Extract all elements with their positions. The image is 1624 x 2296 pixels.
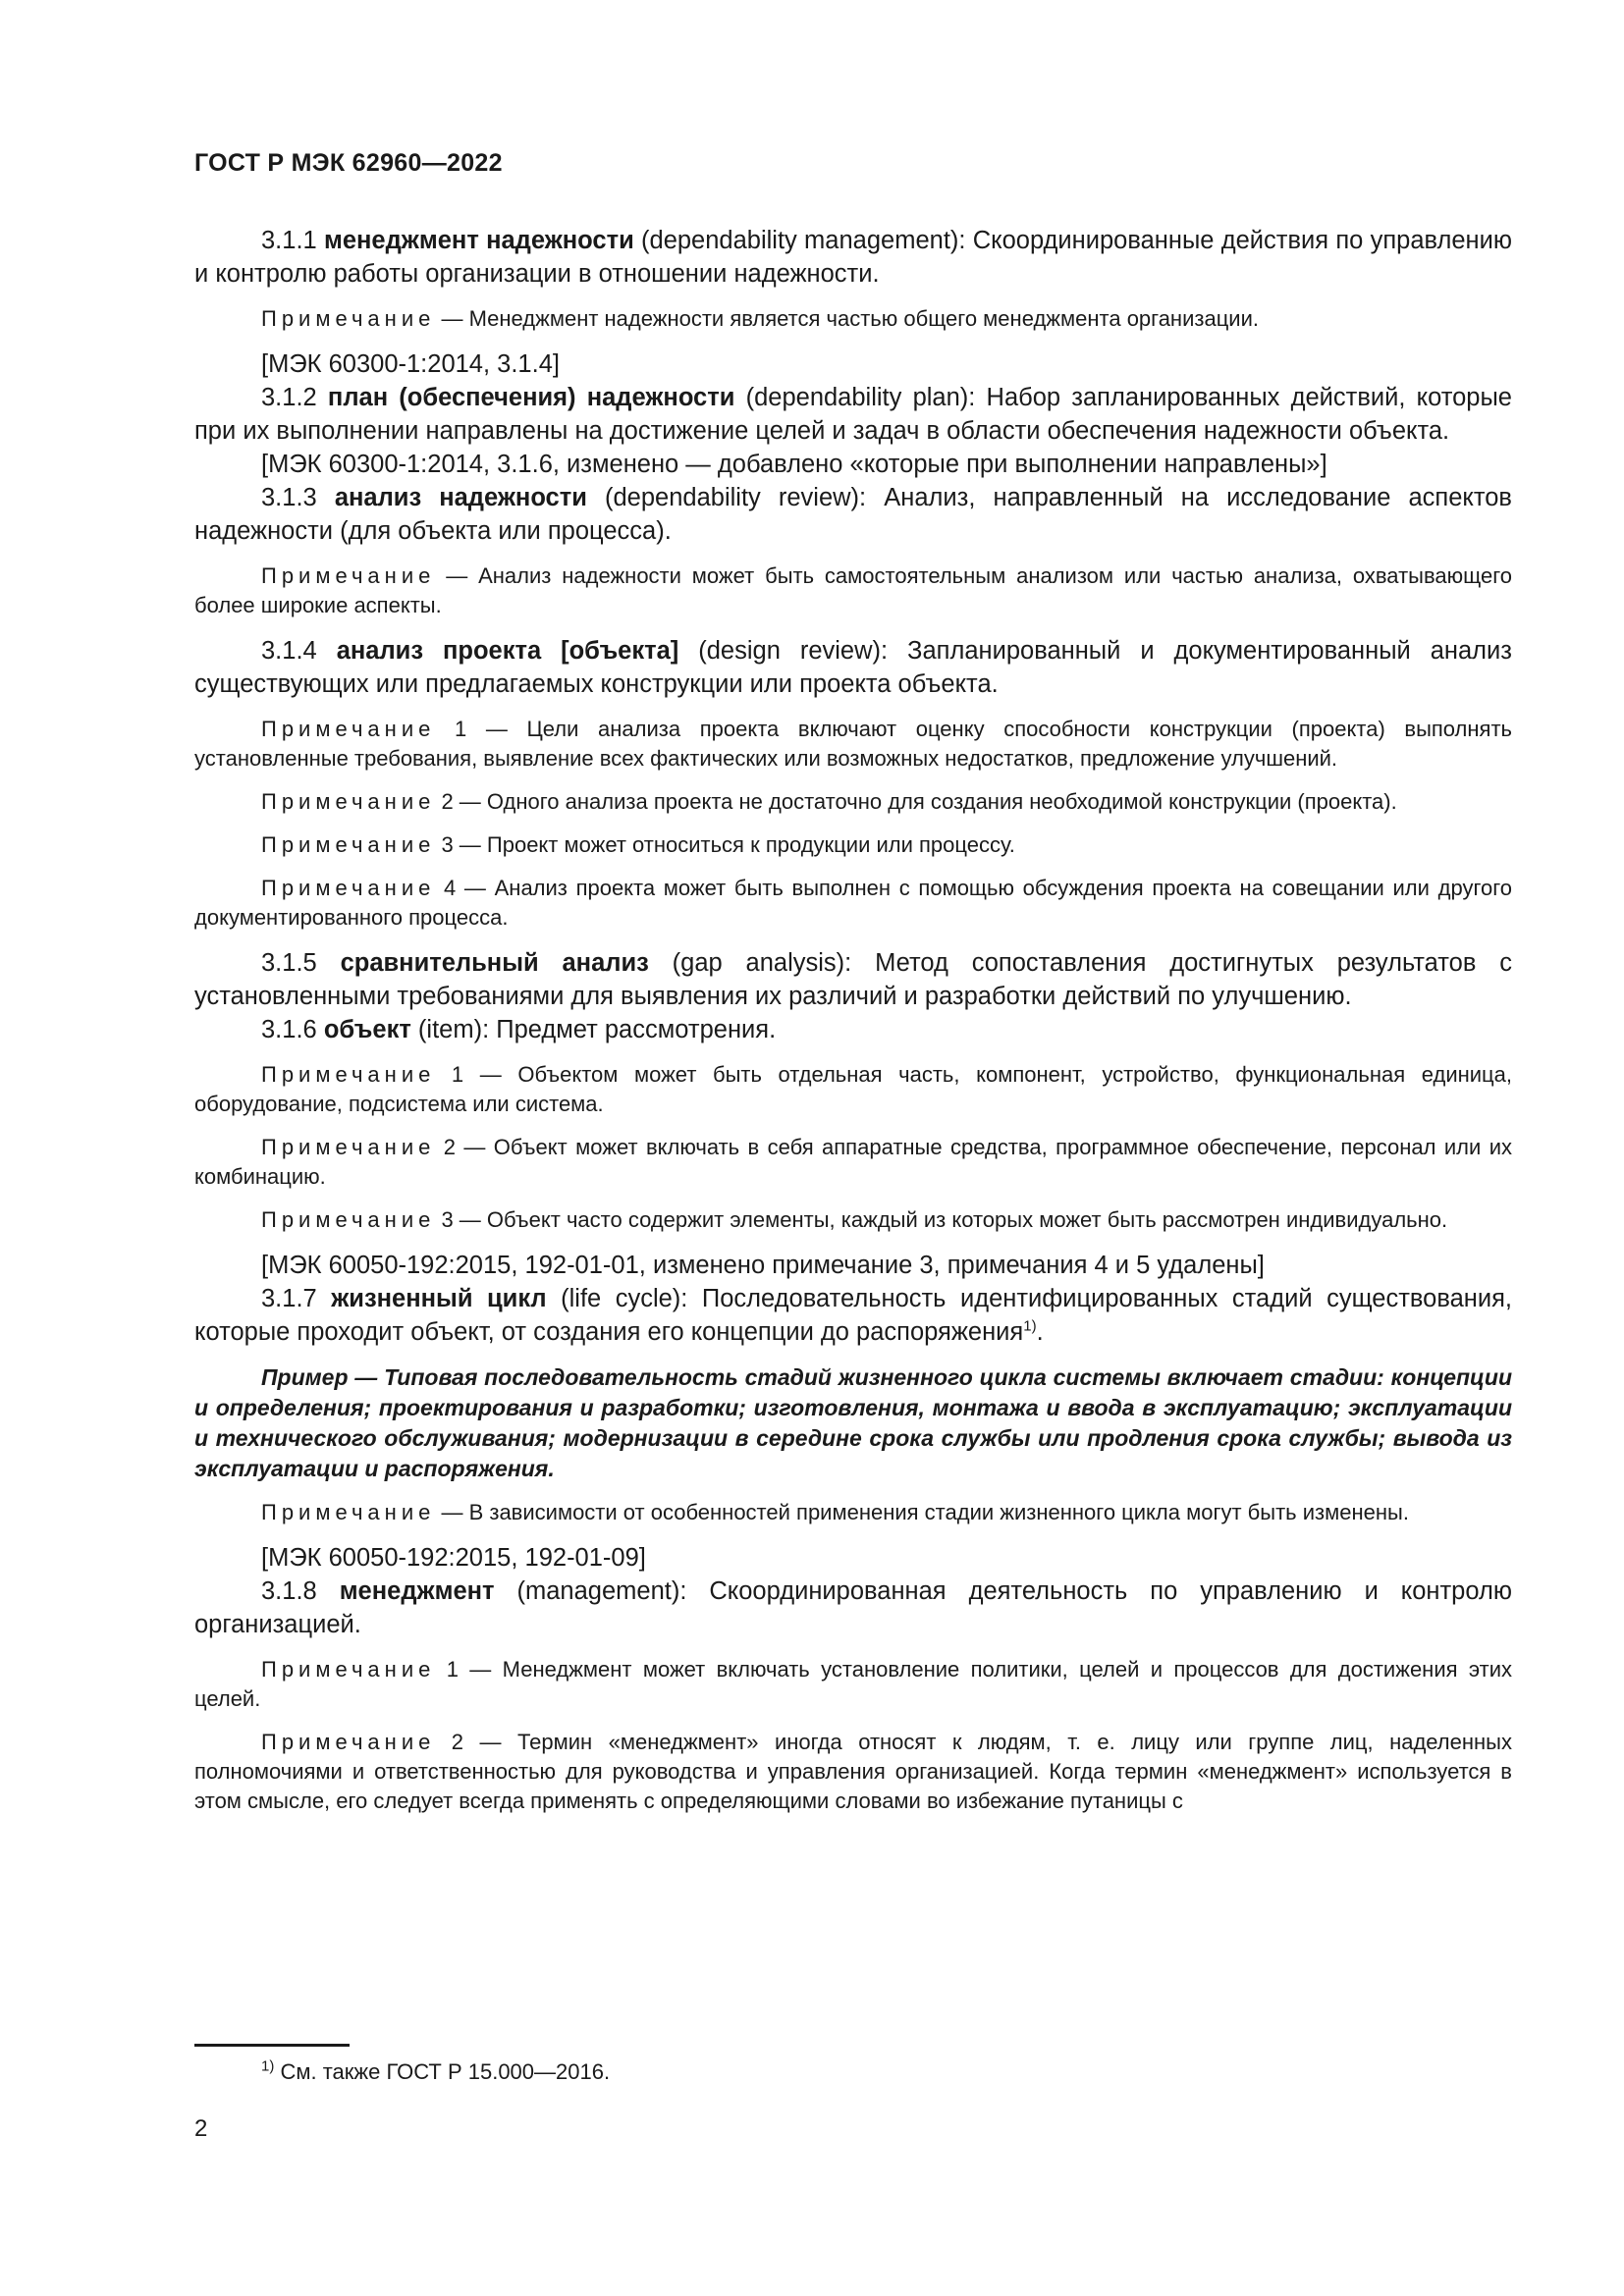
page-number: 2 [194,2115,208,2142]
note-3-1-3: Примечание — Анализ надежности может быть самостоятельным анализом или частью анализа, охватывающего более широкие аспекты. [194,563,1512,617]
note-3-1-6-2: Примечание 2 — Объект может включать в себя аппаратные средства, программное обеспечение, персонал или их комбинацию. [194,1135,1512,1189]
document-header: ГОСТ Р МЭК 62960—2022 [194,149,503,177]
term-3-1-8: 3.1.8 менеджмент (management): Скоординированная деятельность по управлению и контролю организацией. [194,1577,1512,1638]
document-body [194,224,1512,1830]
term-3-1-4: 3.1.4 анализ проекта [объекта] (design review): Запланированный и документированный анализ существующих или предлагаемых конструкции или проекта объекта. [194,637,1512,698]
note-label: Примечание [261,1135,436,1159]
note-label: Примечание [261,789,436,814]
term-title: анализ надежности [334,484,587,511]
note-label: Примечание [261,1657,436,1682]
note-label: Примечание [261,1500,436,1524]
reference-3-1-7: [МЭК 60050-192:2015, 192-01-09] [261,1544,646,1572]
term-title: объект [323,1016,411,1043]
note-label: Примечание [261,1207,436,1232]
term-3-1-1: 3.1.1 менеджмент надежности (dependability management): Скоординированные действия по управлению и контролю работы организации в отношении надежности. [194,227,1512,288]
note-label: Примечание [261,563,436,588]
note-label: Примечание [261,832,436,857]
note-3-1-6-1: Примечание 1 — Объектом может быть отдельная часть, компонент, устройство, функциональная единица, оборудование, подсистема или система. [194,1062,1512,1116]
footnote-divider [194,2044,350,2047]
note-label: Примечание [261,306,436,331]
term-3-1-2: 3.1.2 план (обеспечения) надежности (dependability plan): Набор запланированных действий, которые при их выполнении направлены на достижение целей и задач в области обеспечения надежности объекта. [194,384,1512,445]
term-title: жизненный цикл [331,1285,547,1312]
note-3-1-4-1: Примечание 1 — Цели анализа проекта включают оценку способности конструкции (проекта) выполнять установленные требования, выявление всех фактических или возможных недостатков, предложение улучшений. [194,717,1512,771]
footnote-mark: 1) [261,2057,275,2075]
reference-3-1-2: [МЭК 60300-1:2014, 3.1.6, изменено — добавлено «которые при выполнении направлены»] [261,451,1327,478]
note-label: Примечание [261,876,436,900]
note-3-1-8-2: Примечание 2 — Термин «менеджмент» иногда относят к людям, т. е. лицу или группе лиц, наделенных полномочиями и ответственностью для руководства и управления организацией. Когда термин «менеджмент» используется в этом смысле, его следует всегда применять с определяющими словами во избежание путаницы с [194,1730,1512,1813]
note-3-1-4-2: Примечание 2 — Одного анализа проекта не достаточно для создания необходимой конструкции (проекта). [261,789,1397,814]
term-title: анализ проекта [объекта] [336,637,679,665]
term-3-1-7: 3.1.7 жизненный цикл (life cycle): Последовательность идентифицированных стадий существования, которые проходит объект, от создания его концепции до распоряжения$^{1)}$. [194,1285,1512,1346]
reference-3-1-1: [МЭК 60300-1:2014, 3.1.4] [261,350,560,378]
term-3-1-3: 3.1.3 анализ надежности (dependability review): Анализ, направленный на исследование аспектов надежности (для объекта или процесса). [194,484,1512,545]
note-label: Примечание [261,717,436,741]
note-3-1-6-3: Примечание 3 — Объект часто содержит элементы, каждый из которых может быть рассмотрен индивидуально. [261,1207,1448,1232]
note-3-1-4-4: Примечание 4 — Анализ проекта может быть выполнен с помощью обсуждения проекта на совещании или другого документированного процесса. [194,876,1512,930]
reference-3-1-6: [МЭК 60050-192:2015, 192-01-01, изменено примечание 3, примечания 4 и 5 удалены] [261,1252,1265,1279]
note-label: Примечание [261,1730,436,1754]
note-label: Примечание [261,1062,436,1087]
term-title: план (обеспечения) надежности [327,384,735,411]
term-3-1-6: 3.1.6 объект (item): Предмет рассмотрения. [261,1016,777,1043]
term-title: менеджмент [339,1577,495,1605]
note-3-1-7: Примечание — В зависимости от особенностей применения стадии жизненного цикла могут быть изменены. [261,1500,1409,1524]
note-3-1-1: Примечание — Менеджмент надежности является частью общего менеджмента организации. [261,306,1259,331]
term-3-1-5: 3.1.5 сравнительный анализ (gap analysis): Метод сопоставления достигнутых результатов с установленными требованиями для выявления их различий и разработки действий по улучшению. [194,949,1512,1010]
example-3-1-7: Пример — Типовая последовательность стадий жизненного цикла системы включает стадии: концепции и определения; проектирования и разработки; изготовления, монтажа и ввода в эксплуатацию; эксплуатации и технического обслуживания; модернизации в середине срока службы или продления срока службы; вывода из эксплуатации и распоряжения. [194,1364,1512,1481]
note-3-1-8-1: Примечание 1 — Менеджмент может включать установление политики, целей и процессов для достижения этих целей. [194,1657,1512,1711]
footnote-reference: 1) [1023,1317,1037,1335]
term-title: менеджмент надежности [323,227,634,254]
footnote: $^{1)}$ См. также ГОСТ Р 15.000—2016. [261,2057,611,2084]
term-title: сравнительный анализ [340,949,649,977]
note-3-1-4-3: Примечание 3 — Проект может относиться к продукции или процессу. [261,832,1015,857]
